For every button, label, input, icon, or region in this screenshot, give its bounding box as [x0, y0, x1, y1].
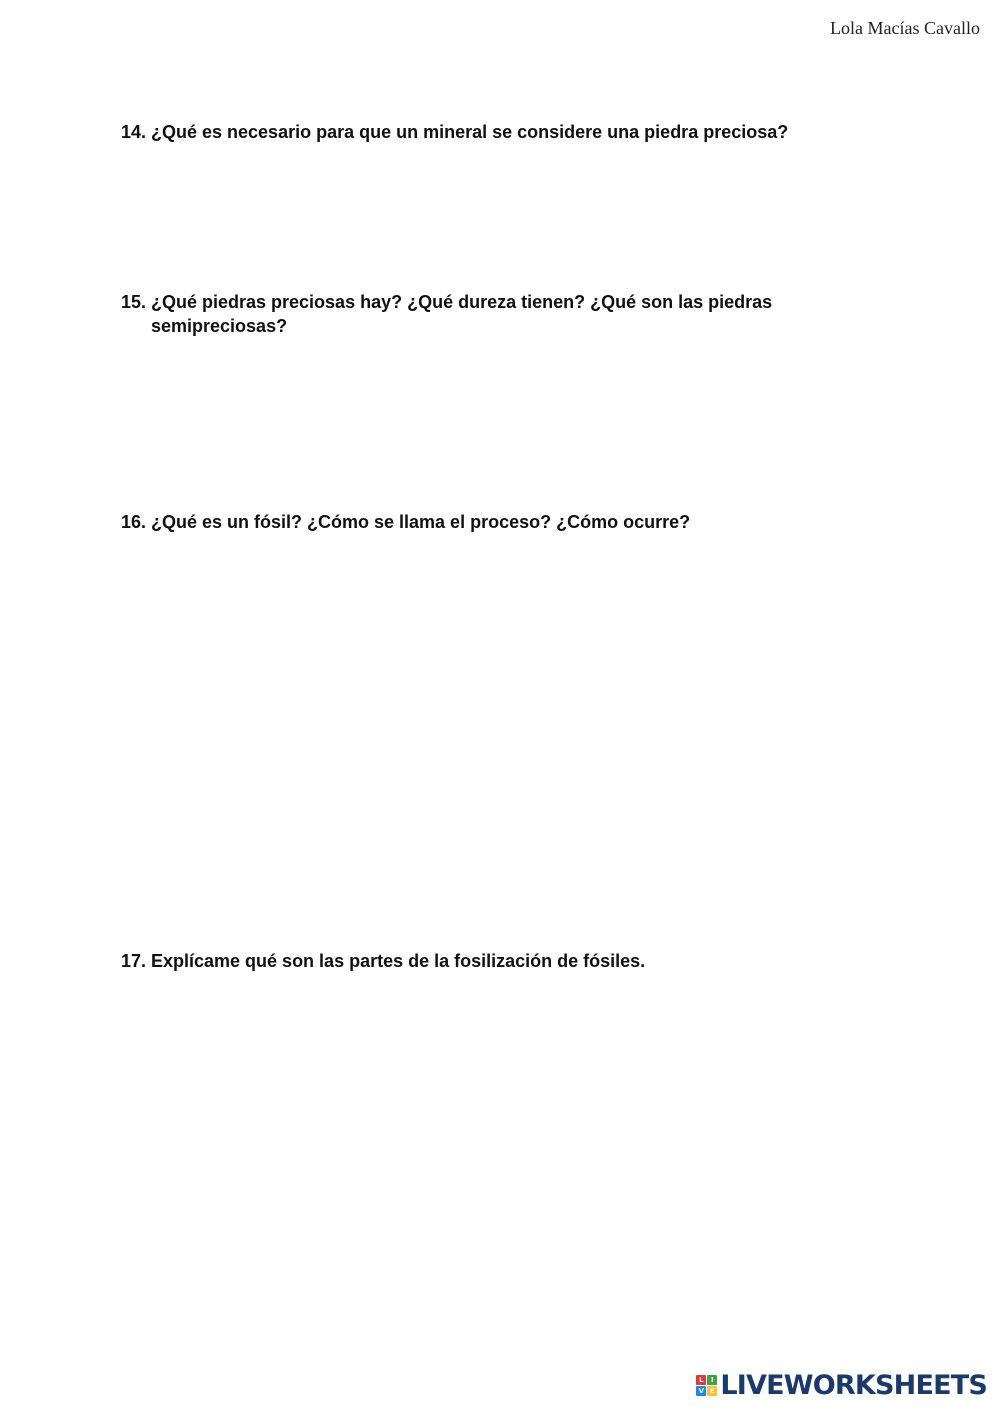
question-text: ¿Qué es un fósil? ¿Cómo se llama el proceso? ¿Cómo ocurre?	[151, 512, 691, 532]
question-text: ¿Qué es necesario para que un mineral se considere una piedra preciosa?	[151, 122, 789, 142]
logo-text: LIVEWORKSHEETS	[720, 1369, 987, 1401]
question-number: 15.	[121, 292, 147, 312]
logo-letter-e: E	[707, 1386, 717, 1396]
logo-letter-i: I	[707, 1375, 717, 1385]
author-name: Lola Macías Cavallo	[830, 18, 980, 38]
question-number: 17.	[121, 951, 147, 971]
question-14	[121, 120, 841, 144]
question-16	[121, 510, 841, 534]
question-17	[121, 949, 841, 973]
logo-grid-icon	[696, 1375, 717, 1396]
liveworksheets-logo	[696, 1370, 987, 1400]
question-15	[121, 290, 841, 338]
question-number: 16.	[121, 512, 147, 532]
logo-letter-v: V	[696, 1386, 706, 1396]
logo-letter-l: L	[696, 1375, 706, 1385]
question-text: ¿Qué piedras preciosas hay? ¿Qué dureza tienen? ¿Qué son las piedras semipreciosas?	[151, 292, 773, 336]
question-text: Explícame qué son las partes de la fosilización de fósiles.	[151, 951, 646, 971]
question-number: 14.	[121, 122, 147, 142]
